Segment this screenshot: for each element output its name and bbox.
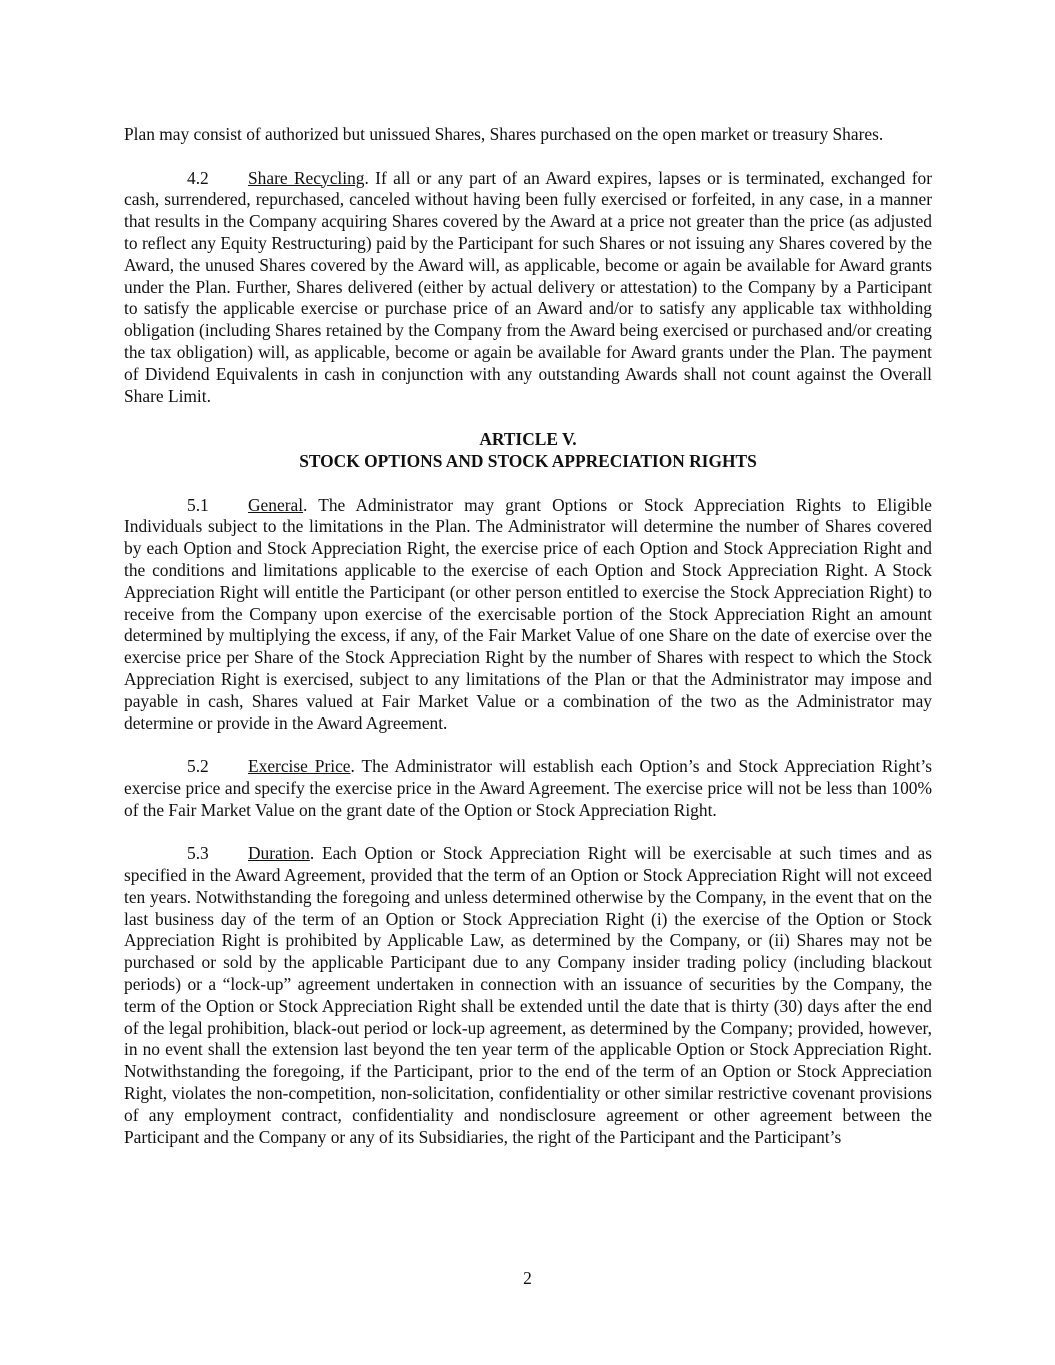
page-number: 2 — [523, 1268, 532, 1288]
section-title: General — [248, 494, 304, 515]
section-4-2 — [124, 168, 932, 408]
article-title: STOCK OPTIONS AND STOCK APPRECIATION RIGHTS — [299, 450, 757, 471]
section-body: . If all or any part of an Award expires, lapses or is terminated, exchanged for cash, surrendered, repurchased, canceled without having been fully exercised or forfeited, in any case, in a manner that results in the Company acquiring Shares covered by the Award at a price not greater than the price (as adjusted to reflect any Equity Restructuring) paid by the Participant for such Shares or not issuing any Shares covered by the Award, the unused Shares covered by the Award will, as applicable, become or again be available for Award grants under the Plan. Further, Shares delivered (either by actual delivery or attestation) to the Company by a Participant to satisfy the applicable exercise or purchase price of an Award and/or to satisfy any applicable tax withholding obligation (including Shares retained by the Company from the Award being exercised or purchased and/or creating the tax obligation) will, as applicable, become or again be available for Award grants under the Plan. The payment of Dividend Equivalents in cash in conjunction with any outstanding Awards shall not count against the Overall Share Limit. — [124, 167, 932, 406]
section-title: Share Recycling — [248, 167, 365, 188]
continuation-paragraph: Plan may consist of authorized but unissued Shares, Shares purchased on the open market or treasury Shares. — [124, 124, 884, 144]
article-number: ARTICLE V. — [479, 429, 577, 450]
section-body: . The Administrator will establish each Option’s and Stock Appreciation Right’s exercise price and specify the exercise price in the Award Agreement. The exercise price will not be less than 100% of the Fair Market Value on the grant date of the Option or Stock Appreciation Right. — [124, 756, 932, 820]
section-body: . Each Option or Stock Appreciation Right will be exercisable at such times and as specified in the Award Agreement, provided that the term of an Option or Stock Appreciation Right will not exceed ten years. Notwithstanding the foregoing and unless determined otherwise by the Company, in the event that on the last business day of the term of an Option or Stock Appreciation Right (i) the exercise of the Option or Stock Appreciation Right is prohibited by Applicable Law, as determined by the Company, or (ii) Shares may not be purchased or sold by the applicable Participant due to any Company insider trading policy (including blackout periods) or a “lock-up” agreement undertaken in connection with an issuance of securities by the Company, the term of the Option or Stock Appreciation Right shall be extended until the date that is thirty (30) days after the end of the legal prohibition, black-out period or lock-up agreement, as determined by the Company; provided, however, in no event shall the extension last beyond the ten year term of the applicable Option or Stock Appreciation Right. Notwithstanding the foregoing, if the Participant, prior to the end of the term of an Option or Stock Appreciation Right, violates the non-competition, non-solicitation, confidentiality or other similar restrictive covenant provisions of any employment contract, confidentiality and nondisclosure agreement or other agreement between the Participant and the Company or any of its Subsidiaries, the right of the Participant and the Participant’s — [124, 843, 932, 1147]
section-number: 5.2 — [187, 756, 209, 777]
section-body: . The Administrator may grant Options or Stock Appreciation Rights to Eligible Individuals subject to the limitations in the Plan. The Administrator will determine the number of Shares covered by each Option and Stock Appreciation Right, the exercise price of each Option and Stock Appreciation Right and the conditions and limitations applicable to the exercise of each Option and Stock Appreciation Right. A Stock Appreciation Right will entitle the Participant (or other person entitled to exercise the Stock Appreciation Right) to receive from the Company upon exercise of the exercisable portion of the Stock Appreciation Right an amount determined by multiplying the excess, if any, of the Fair Market Value of one Share on the date of exercise over the exercise price per Share of the Stock Appreciation Right by the number of Shares with respect to which the Stock Appreciation Right is exercised, subject to any limitations of the Plan or that the Administrator may impose and payable in cash, Shares valued at Fair Market Value or a combination of the two as the Administrator may determine or provide in the Award Agreement. — [124, 494, 932, 733]
section-number: 4.2 — [187, 167, 209, 188]
section-number: 5.3 — [187, 843, 209, 864]
section-5-2 — [124, 756, 932, 821]
section-number: 5.1 — [187, 494, 209, 515]
article-heading — [124, 429, 932, 473]
section-title: Exercise Price — [248, 756, 351, 777]
section-title: Duration — [248, 843, 310, 864]
document-page — [124, 124, 932, 1148]
section-5-1 — [124, 495, 932, 735]
section-5-3 — [124, 843, 932, 1148]
